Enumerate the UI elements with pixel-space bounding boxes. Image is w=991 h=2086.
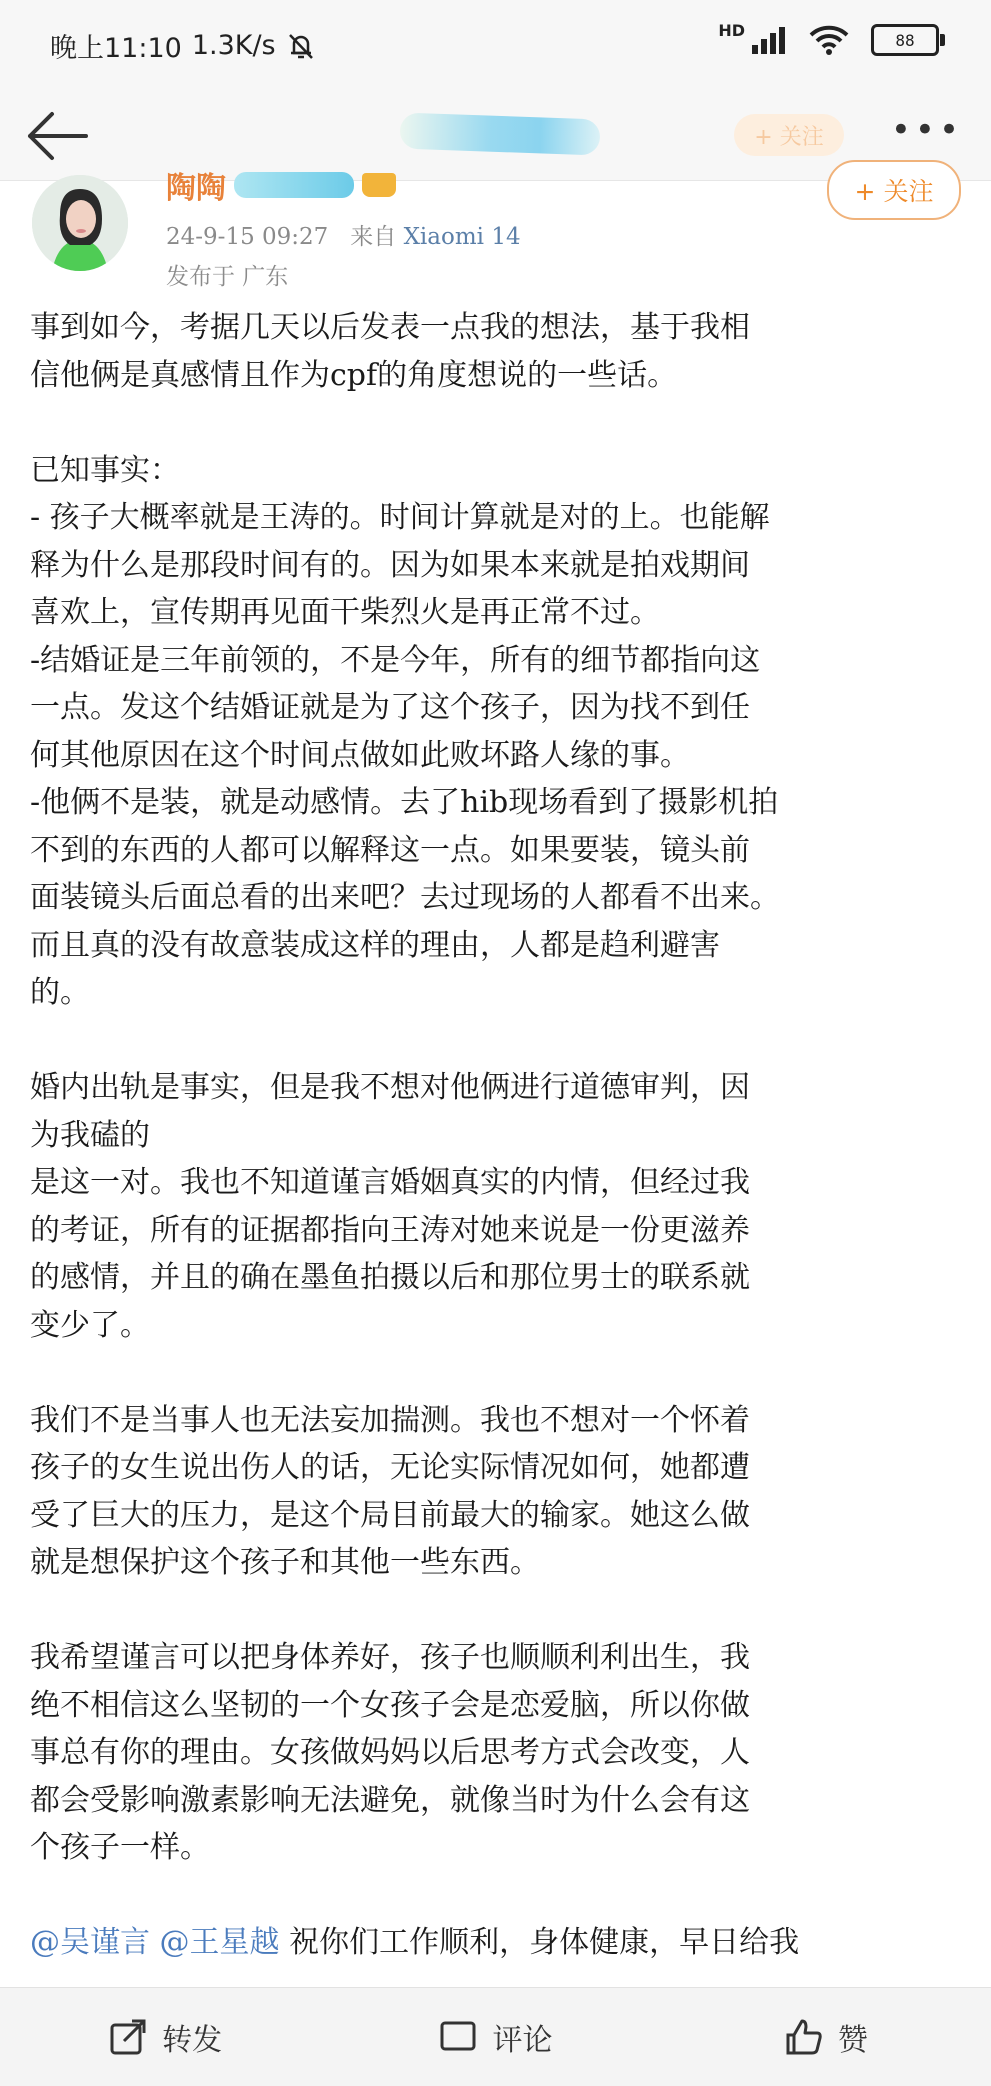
text-line: 的考证，所有的证据都指向王涛对她来说是一份更滋养 [30,1212,750,1248]
avatar[interactable] [32,175,128,271]
paragraph-3 [30,1064,968,1349]
text-line: 绝不相信这么坚韧的一个女孩子会是恋爱脑，所以你做 [30,1687,750,1723]
post-location: 发布于 广东 [166,264,289,290]
battery-level: 88 [895,30,915,50]
text-line: 一点。发这个结婚证就是为了这个孩子，因为找不到任 [30,690,750,725]
status-right [718,20,939,56]
text-line: 受了巨大的压力，是这个局目前最大的输家。她这么做 [30,1497,750,1533]
text-line: 我们不是当事人也无法妄加揣测。我也不想对一个怀着 [30,1402,750,1438]
thumbs-up-icon [784,2017,824,2057]
post-timestamp: 24-9-15 09:27 [166,224,329,250]
text-line: 喜欢上，宣传期再见面干柴烈火是再正常不过。 [30,595,660,630]
comment-label: 评论 [492,2023,553,2058]
clock: 晚上11:10 [50,33,182,64]
like-button[interactable] [661,1988,991,2086]
text-line: 的。 [30,975,90,1010]
text-line: 都会受影响激素影响无法避免，就像当时为什么会有这 [30,1782,750,1818]
repost-icon [108,2017,148,2057]
paragraph-5 [30,1634,968,1872]
text-line: -结婚证是三年前领的，不是今年，所有的细节都指向这 [30,642,761,678]
text-line: 我希望谨言可以把身体养好，孩子也顺顺利利出生，我 [30,1640,750,1675]
text-line: 个孩子一样。 [30,1830,210,1865]
bottom-action-bar [0,1987,991,2086]
arrow-left-icon [22,104,92,164]
status-bar [0,0,991,90]
mention-link[interactable]: @吴谨言 [30,1925,150,1960]
network-speed: 1.3K/s [191,30,276,61]
comment-button[interactable] [330,1988,660,2086]
post-meta [166,218,521,251]
blurred-title [399,113,600,156]
back-button[interactable] [22,104,92,164]
text-line: 面装镜头后面总看的出来吧？去过现场的人都看不出来。 [30,880,780,915]
author-name-text: 陶陶 [166,171,226,202]
text-line: 是这一对。我也不知道谨言婚姻真实的内情，但经过我 [30,1165,750,1200]
repost-label: 转发 [162,2023,223,2058]
wifi-icon [809,25,849,55]
text-line: 事总有你的理由。女孩做妈妈以后思考方式会改变，人 [30,1735,750,1770]
text-line: -他俩不是装，就是动感情。去了hib现场看到了摄影机拍 [30,785,779,820]
text-line: 不到的东西的人都可以解释这一点。如果要装，镜头前 [30,832,750,868]
text-line: 释为什么是那段时间有的。因为如果本来就是拍戏期间 [30,547,750,583]
text-line: 何其他原因在这个时间点做如此败坏路人缘的事。 [30,737,690,773]
more-options-icon[interactable]: ••• [890,110,963,150]
nav-follow-button[interactable]: + 关注 [734,114,844,156]
text-line: 而且真的没有故意装成这样的理由，人都是趋利避害 [30,927,720,963]
post-source-prefix: 来自 [350,224,397,250]
paragraph-1 [30,304,968,399]
text-line: 信他俩是真感情且作为cpf的角度想说的一些话。 [30,357,678,393]
battery-icon [871,24,939,56]
text-line: 婚内出轨是事实，但是我不想对他俩进行道德审判，因 [30,1070,750,1105]
text-line: 为我磕的 [30,1117,150,1153]
text-line: - 孩子大概率就是王涛的。时间计算就是对的上。也能解 [30,500,770,535]
status-left [50,26,316,65]
text-line: 就是想保护这个孩子和其他一些东西。 [30,1545,540,1580]
like-label: 赞 [837,2023,868,2058]
avatar-image [32,175,128,271]
paragraph-2 [30,447,968,1017]
repost-button[interactable] [0,1988,330,2086]
closing-text: 祝你们工作顺利，身体健康，早日给我 [289,1925,800,1960]
author-name[interactable] [166,168,396,202]
text-line: 变少了。 [30,1307,150,1343]
bell-muted-icon [286,31,316,61]
text-line: 孩子的女生说出伤人的话，无论实际情况如何，她都遭 [30,1450,750,1485]
author-name-blur [234,172,354,198]
comment-icon [438,2017,478,2057]
text-line: 已知事实： [30,452,180,488]
post-body [30,304,968,1967]
text-line: 的感情，并且的确在墨鱼拍摄以后和那位男士的联系就 [30,1260,750,1295]
mention-link[interactable]: @王星越 [159,1925,280,1960]
follow-button[interactable]: + 关注 [827,160,961,220]
text-line: 事到如今，考据几天以后发表一点我的想法，基于我相 [30,310,750,345]
signal-icon [751,25,787,55]
hd-label: HD [718,20,745,40]
post-device[interactable]: Xiaomi 14 [403,224,521,250]
crown-badge-icon [362,173,396,197]
closing-line [30,1919,968,1967]
paragraph-4 [30,1397,968,1587]
